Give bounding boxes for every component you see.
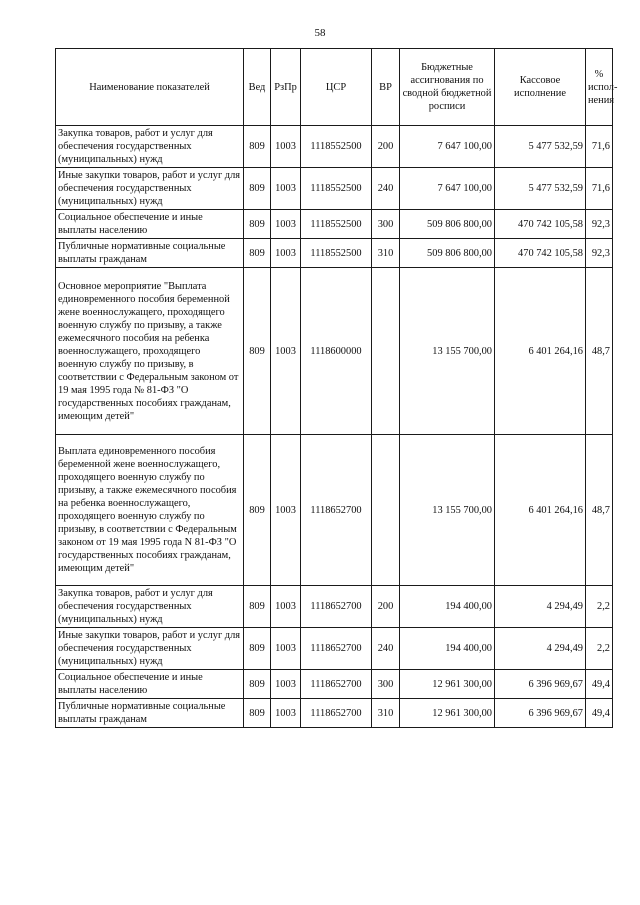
row-cash-execution: 6 396 969,67 xyxy=(495,670,586,699)
row-vr: 310 xyxy=(372,239,400,268)
row-vr: 300 xyxy=(372,210,400,239)
table-row xyxy=(56,126,613,168)
row-cash-execution: 4 294,49 xyxy=(495,628,586,670)
row-rzpr: 1003 xyxy=(271,210,301,239)
row-assignments: 7 647 100,00 xyxy=(400,168,495,210)
row-ved: 809 xyxy=(244,268,271,435)
row-csr: 1118552500 xyxy=(301,239,372,268)
row-cash-execution: 4 294,49 xyxy=(495,586,586,628)
row-execution-percent: 2,2 xyxy=(586,628,613,670)
budget-execution-table xyxy=(55,48,618,728)
row-name: Социальное обеспечение и иные выплаты населению xyxy=(56,210,244,239)
row-vr: 200 xyxy=(372,126,400,168)
row-vr: 300 xyxy=(372,670,400,699)
row-name: Иные закупки товаров, работ и услуг для обеспечения государственных (муниципальных) нужд xyxy=(56,628,244,670)
row-assignments: 194 400,00 xyxy=(400,628,495,670)
row-execution-percent: 92,3 xyxy=(586,239,613,268)
row-csr: 1118552500 xyxy=(301,210,372,239)
header-assignments: Бюджетные ассигнования по сводной бюджетной росписи xyxy=(400,49,495,126)
table-row xyxy=(56,239,613,268)
row-name: Публичные нормативные социальные выплаты гражданам xyxy=(56,699,244,728)
page-number: 58 xyxy=(314,27,326,39)
row-csr: 1118652700 xyxy=(301,628,372,670)
row-csr: 1118652700 xyxy=(301,670,372,699)
row-cash-execution: 5 477 532,59 xyxy=(495,168,586,210)
row-assignments: 509 806 800,00 xyxy=(400,210,495,239)
row-cash-execution: 5 477 532,59 xyxy=(495,126,586,168)
row-rzpr: 1003 xyxy=(271,670,301,699)
row-rzpr: 1003 xyxy=(271,699,301,728)
row-csr: 1118552500 xyxy=(301,126,372,168)
table-header-row xyxy=(56,49,613,126)
row-execution-percent: 49,4 xyxy=(586,699,613,728)
row-execution-percent: 49,4 xyxy=(586,670,613,699)
row-cash-execution: 470 742 105,58 xyxy=(495,239,586,268)
row-assignments: 194 400,00 xyxy=(400,586,495,628)
row-csr: 1118552500 xyxy=(301,168,372,210)
row-assignments: 13 155 700,00 xyxy=(400,268,495,435)
row-rzpr: 1003 xyxy=(271,268,301,435)
row-assignments: 12 961 300,00 xyxy=(400,670,495,699)
row-ved: 809 xyxy=(244,168,271,210)
row-execution-percent: 48,7 xyxy=(586,268,613,435)
row-name: Закупка товаров, работ и услуг для обеспечения государственных (муниципальных) нужд xyxy=(56,586,244,628)
row-ved: 809 xyxy=(244,699,271,728)
row-rzpr: 1003 xyxy=(271,126,301,168)
row-cash-execution: 6 401 264,16 xyxy=(495,268,586,435)
row-ved: 809 xyxy=(244,239,271,268)
row-rzpr: 1003 xyxy=(271,435,301,586)
row-rzpr: 1003 xyxy=(271,168,301,210)
row-name: Иные закупки товаров, работ и услуг для обеспечения государственных (муниципальных) нужд xyxy=(56,168,244,210)
row-name: Закупка товаров, работ и услуг для обеспечения государственных (муниципальных) нужд xyxy=(56,126,244,168)
row-csr: 1118652700 xyxy=(301,699,372,728)
row-cash-execution: 6 401 264,16 xyxy=(495,435,586,586)
row-rzpr: 1003 xyxy=(271,586,301,628)
row-ved: 809 xyxy=(244,628,271,670)
row-vr: 310 xyxy=(372,699,400,728)
row-execution-percent: 71,6 xyxy=(586,126,613,168)
header-execution-percent: % испол-нения xyxy=(586,49,613,126)
row-assignments: 7 647 100,00 xyxy=(400,126,495,168)
header-cash-execution: Кассовое исполнение xyxy=(495,49,586,126)
table-row xyxy=(56,210,613,239)
row-assignments: 13 155 700,00 xyxy=(400,435,495,586)
row-vr: 240 xyxy=(372,168,400,210)
row-name: Социальное обеспечение и иные выплаты населению xyxy=(56,670,244,699)
table-row xyxy=(56,268,613,435)
table-row xyxy=(56,168,613,210)
header-rzpr: РзПр xyxy=(271,49,301,126)
row-vr: 240 xyxy=(372,628,400,670)
row-execution-percent: 2,2 xyxy=(586,586,613,628)
row-rzpr: 1003 xyxy=(271,628,301,670)
row-ved: 809 xyxy=(244,210,271,239)
row-ved: 809 xyxy=(244,670,271,699)
row-vr xyxy=(372,268,400,435)
row-name: Публичные нормативные социальные выплаты гражданам xyxy=(56,239,244,268)
header-ved: Вед xyxy=(244,49,271,126)
row-ved: 809 xyxy=(244,126,271,168)
row-assignments: 509 806 800,00 xyxy=(400,239,495,268)
row-vr: 200 xyxy=(372,586,400,628)
row-csr: 1118652700 xyxy=(301,435,372,586)
header-csr: ЦСР xyxy=(301,49,372,126)
table-row xyxy=(56,670,613,699)
row-ved: 809 xyxy=(244,435,271,586)
row-rzpr: 1003 xyxy=(271,239,301,268)
header-name: Наименование показателей xyxy=(56,49,244,126)
row-execution-percent: 92,3 xyxy=(586,210,613,239)
row-execution-percent: 71,6 xyxy=(586,168,613,210)
table-row xyxy=(56,586,613,628)
row-cash-execution: 470 742 105,58 xyxy=(495,210,586,239)
row-assignments: 12 961 300,00 xyxy=(400,699,495,728)
row-execution-percent: 48,7 xyxy=(586,435,613,586)
table-row xyxy=(56,628,613,670)
row-csr: 1118652700 xyxy=(301,586,372,628)
row-csr: 1118600000 xyxy=(301,268,372,435)
table-row xyxy=(56,435,613,586)
row-vr xyxy=(372,435,400,586)
table-row xyxy=(56,699,613,728)
row-name: Выплата единовременного пособия беременной жене военнослужащего, проходящего военную службу по призыву, а также ежемесячного пособия на ребенка военнослужащего, проходящего военную службу по призыву, в соответствии с Федеральным законом от 19 мая 1995 года N 81-ФЗ "О государственных пособиях гражданам, имеющим детей" xyxy=(56,435,244,586)
row-name: Основное мероприятие "Выплата единовременного пособия беременной жене военнослужащего, проходящего военную службу по призыву, а также ежемесячного пособия на ребенка военнослужащего, проходящего военную службу по призыву, в соответствии с Федеральным законом от 19 мая 1995 года № 81-ФЗ "О государственных пособиях гражданам, имеющим детей" xyxy=(56,268,244,435)
row-cash-execution: 6 396 969,67 xyxy=(495,699,586,728)
header-vr: ВР xyxy=(372,49,400,126)
row-ved: 809 xyxy=(244,586,271,628)
